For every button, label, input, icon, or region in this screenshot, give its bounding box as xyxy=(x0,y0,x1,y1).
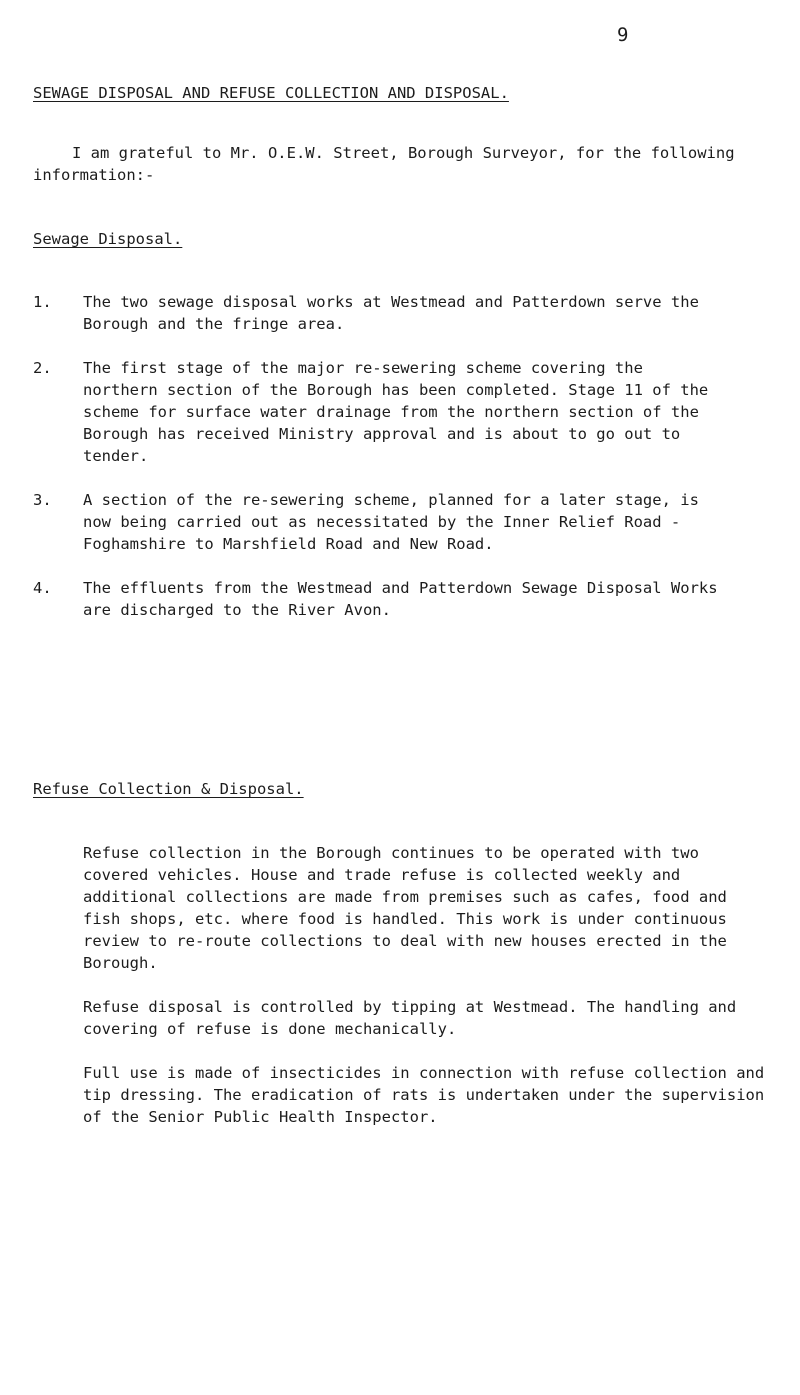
refuse-paragraph-disposal: Refuse disposal is controlled by tipping at Westmead. The handling and covering of refuse is done mechanically. xyxy=(83,998,737,1038)
item-text: The two sewage disposal works at Westmead and Patterdown serve the Borough and the fringe area. xyxy=(83,293,699,333)
refuse-paragraph-insecticides: Full use is made of insecticides in connection with refuse collection and tip dressing. The eradication of rats is undertaken under the supervision of the Senior Public Health Inspector. xyxy=(83,1064,765,1126)
list-item xyxy=(33,577,763,621)
list-item xyxy=(33,291,763,335)
list-item xyxy=(33,357,763,467)
refuse-body xyxy=(83,842,773,1150)
sewage-disposal-list xyxy=(33,291,763,643)
item-number: 1. xyxy=(33,293,52,311)
document-title: SEWAGE DISPOSAL AND REFUSE COLLECTION AND DISPOSAL. xyxy=(33,84,509,102)
item-number: 4. xyxy=(33,579,52,597)
page-number: 9 xyxy=(617,24,629,46)
refuse-collection-heading: Refuse Collection & Disposal. xyxy=(33,780,304,798)
list-item xyxy=(33,489,763,555)
item-text: A section of the re-sewering scheme, planned for a later stage, is now being carried out as necessitated by the Inner Relief Road - Foghamshire to Marshfield Road and New Road. xyxy=(83,491,699,553)
sewage-disposal-heading: Sewage Disposal. xyxy=(33,230,183,248)
refuse-paragraph-collection: Refuse collection in the Borough continues to be operated with two covered vehicles. House and trade refuse is collected weekly and additional collections are made from premises such as cafes, food and fish shops, etc. where food is handled. This work is under continuous review to re-route collections to deal with new houses erected in the Borough. xyxy=(83,844,727,972)
item-text: The first stage of the major re-sewering scheme covering the northern section of the Borough has been completed. Stage 11 of the scheme for surface water drainage from the northern section of the Borough has received Ministry approval and is about to go out to tender. xyxy=(83,359,709,465)
item-number: 3. xyxy=(33,491,52,509)
item-text: The effluents from the Westmead and Patterdown Sewage Disposal Works are discharged to the River Avon. xyxy=(83,579,718,619)
intro-paragraph: I am grateful to Mr. O.E.W. Street, Borough Surveyor, for the following information:- xyxy=(33,144,735,184)
item-number: 2. xyxy=(33,359,52,377)
